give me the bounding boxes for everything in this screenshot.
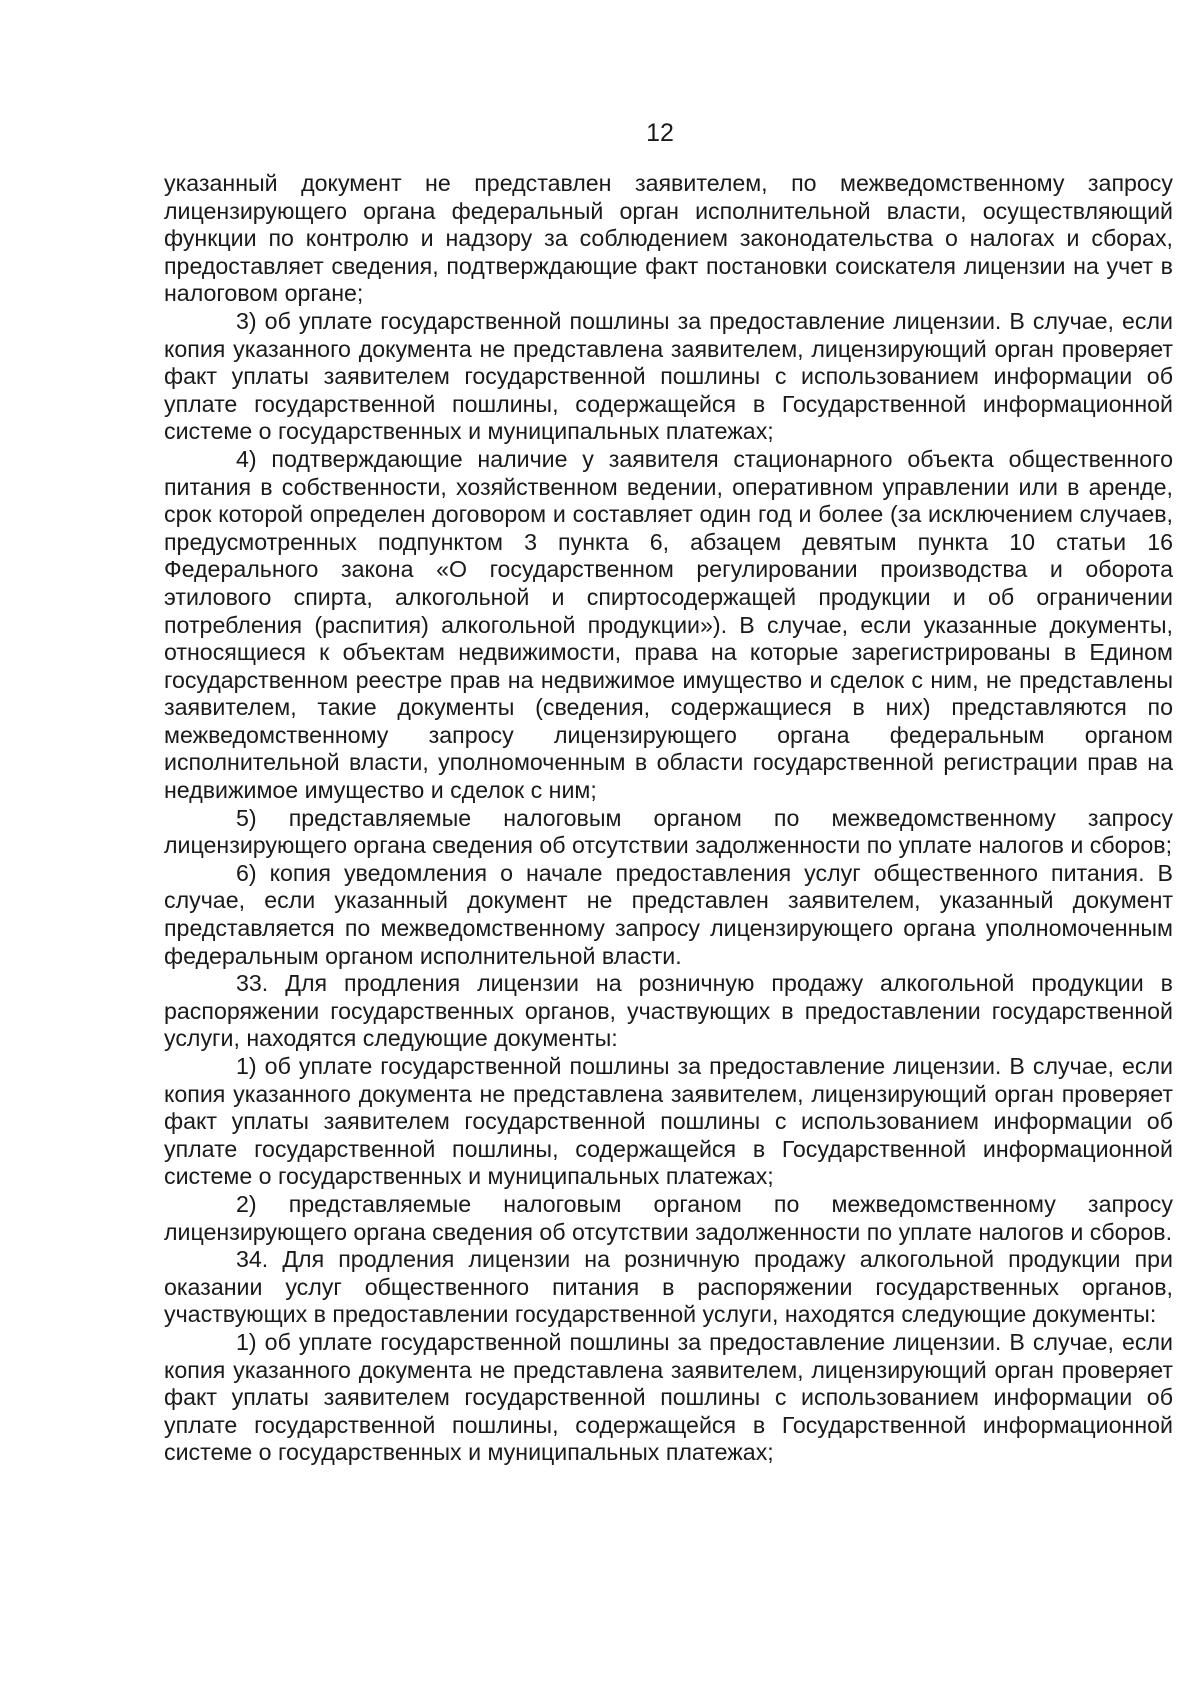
- paragraph-item-4-premises: 4) подтверждающие наличие у заявителя стационарного объекта общественного питания в собственности, хозяйственном ведении, оперативном управлении или в аренде, срок которой определен договором и составляет один год и более (за исключением случаев, предусмотренных подпунктом 3 пункта 6, абзацем девятым пункта 10 статьи 16 Федерального закона «О государственном регулировании производства и оборота этилового спирта, алкогольной и спиртосодержащей продукции и об ограничении потребления (распития) алкогольной продукции»). В случае, если указанные документы, относящиеся к объектам недвижимости, права на которые зарегистрированы в Едином государственном реестре прав на недвижимое имущество и сделок с ним, не представлены заявителем, такие документы (сведения, содержащиеся в них) представляются по межведомственному запросу лицензирующего органа федеральным органом исполнительной власти, уполномоченным в области государственной регистрации прав на недвижимое имущество и сделок с ним;: [164, 445, 1173, 804]
- paragraph-continuation: указанный документ не представлен заявителем, по межведомственному запросу лицензирующего органа федеральный орган исполнительной власти, осуществляющий функции по контролю и надзору за соблюдением законодательства о налогах и сборах, предоставляет сведения, подтверждающие факт постановки соискателя лицензии на учет в налоговом органе;: [164, 170, 1173, 307]
- page-number: 12: [646, 119, 674, 147]
- paragraph-clause-33-item-1: 1) об уплате государственной пошлины за предоставление лицензии. В случае, если копия указанного документа не представлена заявителем, лицензирующий орган проверяет факт уплаты заявителем государственной пошлины с использованием информации об уплате государственной пошлины, содержащейся в Государственной информационной системе о государственных и муниципальных платежах;: [164, 1053, 1173, 1190]
- paragraph-clause-34: 34. Для продления лицензии на розничную продажу алкогольной продукции при оказании услуг общественного питания в распоряжении государственных органов, участвующих в предоставлении государственной услуги, находятся следующие документы:: [164, 1246, 1173, 1328]
- paragraph-item-3-state-fee: 3) об уплате государственной пошлины за предоставление лицензии. В случае, если копия указанного документа не представлена заявителем, лицензирующий орган проверяет факт уплаты заявителем государственной пошлины с использованием информации об уплате государственной пошлины, содержащейся в Государственной информационной системе о государственных и муниципальных платежах;: [164, 307, 1173, 445]
- paragraph-clause-33: 33. Для продления лицензии на розничную продажу алкогольной продукции в распоряжении государственных органов, участвующих в предоставлении государственной услуги, находятся следующие документы:: [164, 970, 1173, 1052]
- paragraph-item-6-notification: 6) копия уведомления о начале предоставления услуг общественного питания. В случае, если указанный документ не представлен заявителем, указанный документ представляется по межведомственному запросу лицензирующего органа уполномоченным федеральным органом исполнительной власти.: [164, 859, 1173, 969]
- paragraph-clause-33-item-2: 2) представляемые налоговым органом по межведомственному запросу лицензирующего органа сведения об отсутствии задолженности по уплате налогов и сборов.: [164, 1190, 1173, 1245]
- paragraph-item-5-tax-info: 5) представляемые налоговым органом по межведомственному запросу лицензирующего органа сведения об отсутствии задолженности по уплате налогов и сборов;: [164, 804, 1173, 859]
- paragraph-clause-34-item-1: 1) об уплате государственной пошлины за предоставление лицензии. В случае, если копия указанного документа не представлена заявителем, лицензирующий орган проверяет факт уплаты заявителем государственной пошлины с использованием информации об уплате государственной пошлины, содержащейся в Государственной информационной системе о государственных и муниципальных платежах;: [164, 1328, 1173, 1466]
- document-body: [164, 170, 1173, 1467]
